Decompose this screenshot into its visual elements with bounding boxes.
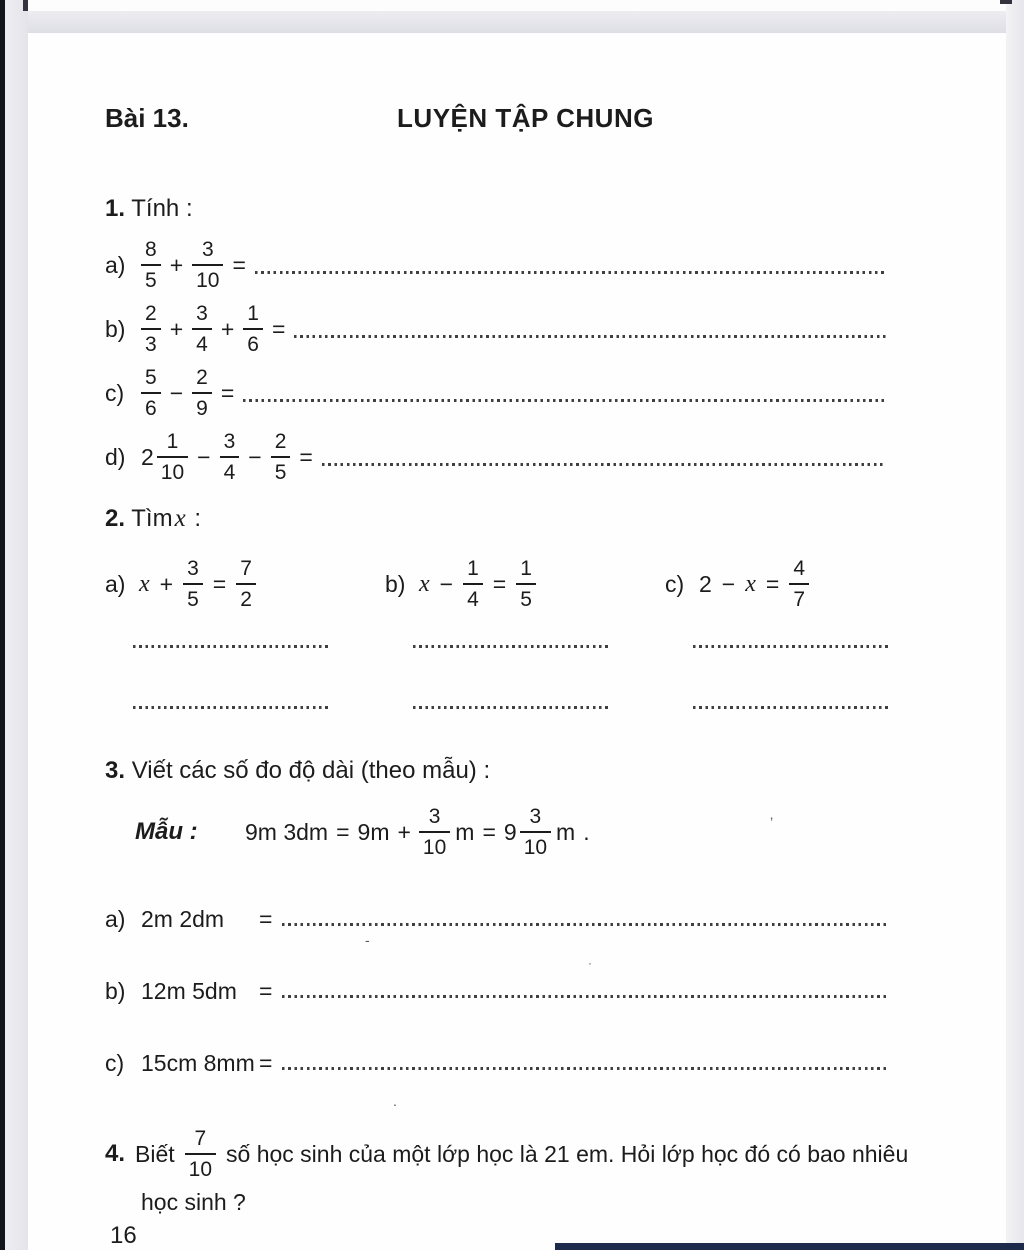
equation-cell xyxy=(665,547,945,621)
answer-cell xyxy=(665,706,945,709)
app-frame-left-margin xyxy=(5,0,28,1250)
fraction xyxy=(192,303,212,355)
fraction-numerator: 3 xyxy=(187,557,199,580)
item-label: c) xyxy=(105,1049,125,1076)
fraction xyxy=(157,431,188,483)
fraction-numerator: 4 xyxy=(793,557,806,580)
measure-value: 12m 5dm xyxy=(141,977,237,1004)
item-label: b) xyxy=(385,570,406,597)
equation-expression xyxy=(141,303,886,355)
fraction xyxy=(141,303,161,355)
measure-value: 15cm 8mm xyxy=(141,1049,255,1076)
fraction xyxy=(141,367,161,419)
fraction xyxy=(236,558,256,610)
fraction-numerator: 2 xyxy=(196,366,208,389)
scan-speck: ’ xyxy=(770,814,774,830)
fraction-denominator: 10 xyxy=(192,264,223,291)
answer-line-row xyxy=(105,706,886,709)
app-frame-right-margin xyxy=(1006,0,1024,1250)
operator: − xyxy=(197,443,211,470)
example-label: Mẫu : xyxy=(135,818,198,845)
fraction-denominator: 5 xyxy=(516,583,536,610)
equation-expression xyxy=(139,558,256,610)
fraction-numerator: 1 xyxy=(520,557,532,580)
fraction-denominator: 7 xyxy=(789,583,809,610)
fraction xyxy=(192,367,212,419)
equals-sign: = xyxy=(259,905,273,932)
exercise2-heading xyxy=(105,505,886,533)
text-token: 9m xyxy=(357,818,390,845)
fraction-denominator: 6 xyxy=(243,328,263,355)
answer-dotted-line xyxy=(413,645,611,648)
measure-row xyxy=(105,1047,886,1079)
answer-dotted-line xyxy=(243,399,886,402)
fraction-numerator: 3 xyxy=(196,302,208,325)
text-token: 2 xyxy=(699,570,712,597)
fraction-denominator: 10 xyxy=(157,456,188,483)
fraction-denominator: 10 xyxy=(185,1153,216,1180)
fraction xyxy=(463,558,483,610)
exercise1-title: Tính : xyxy=(131,195,193,222)
equation-expression xyxy=(419,558,536,610)
app-frame-left-edge xyxy=(0,0,5,1250)
item-label: a) xyxy=(105,251,126,278)
fraction xyxy=(516,558,536,610)
exercise2-title-post: : xyxy=(187,505,202,532)
operator: = xyxy=(492,570,507,597)
example-expression xyxy=(245,806,590,858)
fraction-numerator: 5 xyxy=(145,366,157,389)
operator: + xyxy=(397,818,411,845)
equation-cell xyxy=(385,547,665,621)
exercise2-equations xyxy=(105,547,886,621)
fraction-denominator: 4 xyxy=(463,583,483,610)
fraction xyxy=(243,303,263,355)
whole-number: 2 xyxy=(141,443,154,470)
measure-row xyxy=(105,975,886,1007)
fraction xyxy=(185,1128,216,1180)
exercise2-variable: x xyxy=(174,505,186,532)
operator: = xyxy=(220,379,235,406)
operator: = xyxy=(212,570,227,597)
lesson-number-label: Bài 13. xyxy=(105,103,189,133)
exercise3-example xyxy=(105,801,886,863)
fraction-denominator: 4 xyxy=(192,328,212,355)
answer-dotted-line xyxy=(282,1067,886,1070)
operator: − xyxy=(439,570,454,597)
fraction xyxy=(220,431,240,483)
exercise1-items xyxy=(105,233,886,489)
mixed-number xyxy=(141,431,188,483)
operator: + xyxy=(169,251,184,278)
fraction-denominator: 6 xyxy=(141,392,161,419)
fraction-numerator: 1 xyxy=(166,430,179,453)
fraction-numerator: 2 xyxy=(145,302,157,325)
fraction-denominator: 10 xyxy=(419,831,450,858)
fraction-denominator: 9 xyxy=(192,392,212,419)
fraction xyxy=(419,806,450,858)
fraction-numerator: 3 xyxy=(201,238,214,261)
answer-dotted-line xyxy=(133,645,331,648)
equation-row xyxy=(105,297,886,361)
answer-dotted-line xyxy=(133,706,331,709)
exercise2-title-pre: Tìm xyxy=(131,505,173,532)
scan-speck: · xyxy=(588,956,592,970)
page-header xyxy=(105,103,886,141)
item-label: a) xyxy=(105,570,126,597)
item-label: b) xyxy=(105,977,126,1004)
answer-cell xyxy=(105,645,385,648)
exercise3-heading xyxy=(105,757,886,785)
fraction-denominator: 4 xyxy=(220,456,240,483)
exercise4-intro: Biết xyxy=(135,1140,175,1167)
fraction-numerator: 2 xyxy=(274,430,287,453)
answer-dotted-line xyxy=(282,995,886,998)
mixed-number xyxy=(504,806,575,858)
exercise4-fraction xyxy=(185,1128,216,1180)
answer-dotted-line xyxy=(413,706,611,709)
equation-expression xyxy=(141,239,886,291)
equation-cell xyxy=(105,547,385,621)
answer-dotted-line xyxy=(294,335,886,338)
unit-label: m xyxy=(556,818,576,845)
answer-dotted-line xyxy=(282,923,886,926)
page-title: LUYỆN TẬP CHUNG xyxy=(397,103,654,133)
operator: = xyxy=(482,818,496,845)
fraction-denominator: 2 xyxy=(236,583,256,610)
fraction xyxy=(789,558,809,610)
operator: = xyxy=(765,570,780,597)
measure-row xyxy=(105,903,886,935)
variable-x: x xyxy=(745,570,756,597)
item-label: c) xyxy=(105,379,125,406)
operator: − xyxy=(169,379,184,406)
app-frame-top-right-mark xyxy=(1000,0,1012,4)
operator: + xyxy=(169,315,184,342)
item-label: c) xyxy=(665,570,685,597)
measure-value: 2m 2dm xyxy=(141,905,225,932)
exercise3-title: Viết các số đo độ dài (theo mẫu) : xyxy=(131,757,491,784)
equation-row xyxy=(105,361,886,425)
fraction xyxy=(192,239,223,291)
equation-expression xyxy=(141,431,886,483)
answer-dotted-line xyxy=(693,645,891,648)
operator: − xyxy=(721,570,736,597)
fraction xyxy=(183,558,203,610)
equation-expression xyxy=(699,558,809,610)
exercise4-line1 xyxy=(105,1125,909,1183)
operator: = xyxy=(232,251,246,278)
exercise2-number: 2. xyxy=(105,505,126,532)
answer-dotted-line xyxy=(255,271,886,274)
exercise1-heading xyxy=(105,195,886,223)
fraction xyxy=(271,431,291,483)
variable-x: x xyxy=(419,570,430,597)
whole-number: 9 xyxy=(503,818,517,845)
exercise3-number: 3. xyxy=(105,757,126,784)
app-frame-separator-band xyxy=(5,11,1024,33)
fraction-numerator: 8 xyxy=(145,238,157,261)
fraction-denominator: 5 xyxy=(183,583,203,610)
exercise4-line2: học sinh ? xyxy=(141,1189,246,1215)
item-label: b) xyxy=(105,315,126,342)
fraction-denominator: 5 xyxy=(141,264,161,291)
fraction-numerator: 3 xyxy=(428,805,441,828)
exercise3-items xyxy=(105,903,886,1079)
scan-speck: - xyxy=(365,932,370,948)
fraction-numerator: 3 xyxy=(223,430,236,453)
answer-cell xyxy=(665,645,945,648)
variable-x: x xyxy=(139,570,150,597)
answer-cell xyxy=(385,645,665,648)
fraction xyxy=(141,239,161,291)
answer-dotted-line xyxy=(693,706,891,709)
app-frame-top-left-notch xyxy=(23,0,28,11)
item-label: a) xyxy=(105,905,126,932)
exercise4-number: 4. xyxy=(105,1140,126,1167)
operator: + xyxy=(159,570,174,597)
operator: − xyxy=(248,443,262,470)
scan-speck: . xyxy=(393,1093,397,1109)
operator: + xyxy=(220,315,235,342)
unit-label: m xyxy=(455,818,475,845)
fraction-denominator: 5 xyxy=(271,456,291,483)
answer-cell xyxy=(385,706,665,709)
fraction-numerator: 7 xyxy=(194,1127,207,1150)
equation-expression xyxy=(141,367,886,419)
answer-dotted-line xyxy=(322,463,886,466)
exercise4-body: số học sinh của một lớp học là 21 em. Hỏi lớp học đó có bao nhiêu xyxy=(226,1140,909,1167)
text-token: 9m 3dm xyxy=(245,818,329,845)
operator: = xyxy=(271,315,286,342)
operator: = xyxy=(299,443,313,470)
fraction-numerator: 3 xyxy=(529,805,542,828)
operator: = xyxy=(336,818,350,845)
equation-row xyxy=(105,425,886,489)
fraction-denominator: 3 xyxy=(141,328,161,355)
equals-sign: = xyxy=(259,1049,273,1076)
scanned-page xyxy=(28,33,1006,1250)
fraction-numerator: 1 xyxy=(467,557,479,580)
fraction-numerator: 7 xyxy=(240,557,252,580)
answer-cell xyxy=(105,706,385,709)
fraction-with-unit xyxy=(419,806,475,858)
app-frame-bottom-navy-bar xyxy=(555,1243,1024,1250)
page-number: 16 xyxy=(110,1222,137,1249)
answer-line-row xyxy=(105,645,886,648)
equation-row xyxy=(105,233,886,297)
fraction xyxy=(520,806,551,858)
exercise1-number: 1. xyxy=(105,195,126,222)
item-label: d) xyxy=(105,443,126,470)
text-token: . xyxy=(583,818,590,845)
equals-sign: = xyxy=(259,977,273,1004)
fraction-numerator: 1 xyxy=(247,302,259,325)
fraction-denominator: 10 xyxy=(520,831,551,858)
